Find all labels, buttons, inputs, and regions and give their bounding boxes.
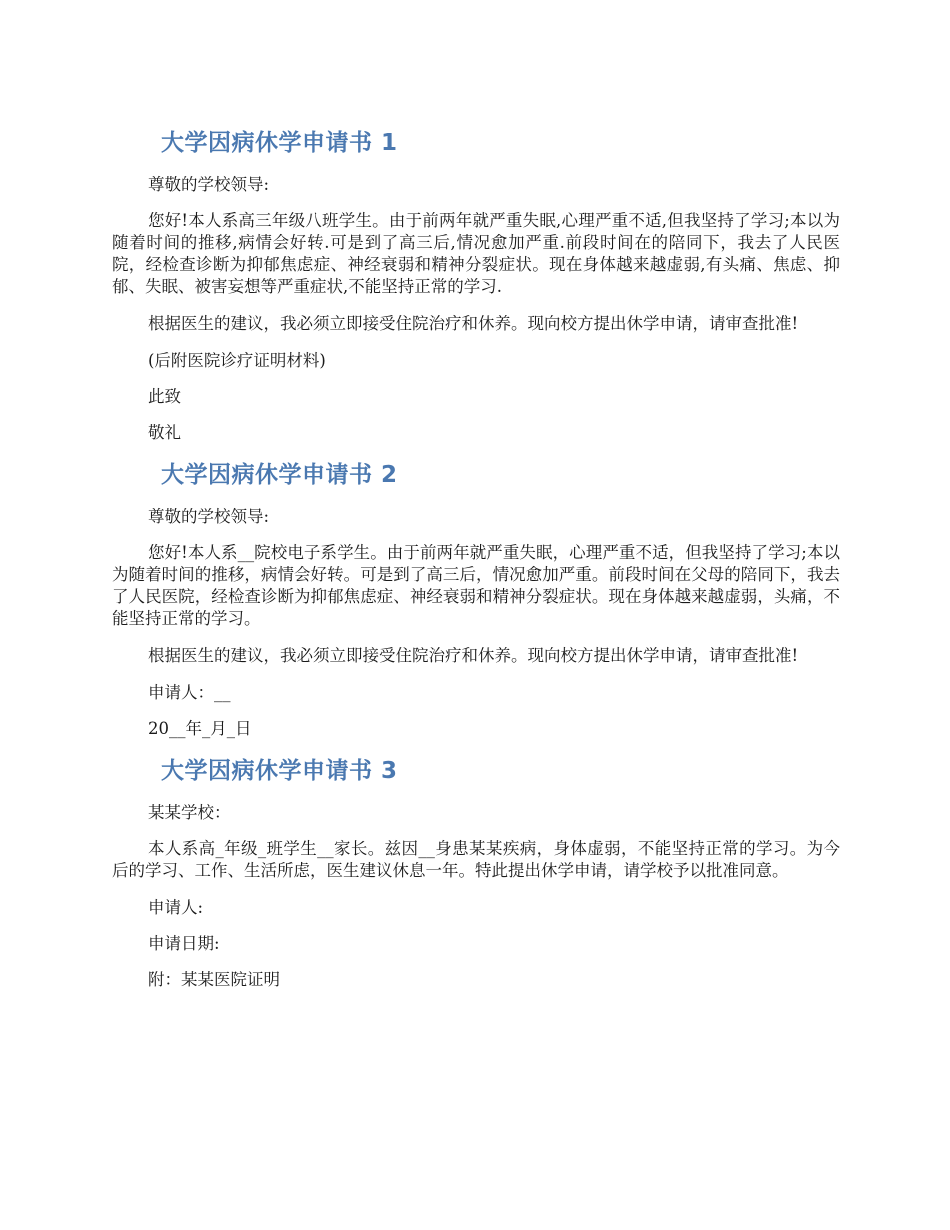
date-line: 20__年_月_日 — [148, 719, 252, 738]
closing-line: 此致 — [148, 387, 181, 406]
section-1 — [112, 126, 840, 444]
greeting: 某某学校： — [148, 803, 231, 822]
section-title: 大学因病休学申请书 2 — [161, 462, 398, 488]
applicant-line: 申请人: — [148, 898, 204, 917]
document-page — [112, 126, 840, 1005]
request-paragraph: 根据医生的建议，我必须立即接受住院治疗和休养。现向校方提出休学申请，请审查批准! — [148, 314, 799, 333]
body-paragraph: 您好!本人系__院校电子系学生。由于前两年就严重失眠，心理严重不适，但我坚持了学习;本以为随着时间的推移，病情会好转。可是到了高三后，情况愈加严重。前段时间在父母的陪同下，我去了人民医院，经检查诊断为抑郁焦虑症、神经衰弱和精神分裂症状。现在身体越来越虚弱，头痛，不能坚持正常的学习。 — [112, 543, 840, 628]
salutation-line: 敬礼 — [148, 423, 181, 442]
section-title: 大学因病休学申请书 3 — [161, 758, 398, 784]
body-paragraph: 本人系高_年级_班学生__家长。兹因__身患某某疾病，身体虚弱，不能坚持正常的学习。为今后的学习、工作、生活所虑，医生建议休息一年。特此提出休学申请，请学校予以批准同意。 — [112, 839, 840, 880]
request-paragraph: 根据医生的建议，我必须立即接受住院治疗和休养。现向校方提出休学申请，请审查批准! — [148, 646, 799, 665]
attachment-line: 附：某某医院证明 — [148, 970, 280, 989]
section-title: 大学因病休学申请书 1 — [161, 130, 398, 156]
attachment-note: (后附医院诊疗证明材料) — [148, 351, 326, 370]
greeting: 尊敬的学校领导: — [148, 507, 270, 526]
date-line: 申请日期: — [148, 934, 220, 953]
section-2 — [112, 458, 840, 740]
applicant-line: 申请人：__ — [148, 683, 231, 702]
greeting: 尊敬的学校领导: — [148, 175, 270, 194]
body-paragraph: 您好!本人系高三年级八班学生。由于前两年就严重失眠,心理严重不适,但我坚持了学习;本以为随着时间的推移,病情会好转.可是到了高三后,情况愈加严重.前段时间在的陪同下，我去了人民医院，经检查诊断为抑郁焦虑症、神经衰弱和精神分裂症状。现在身体越来越虚弱,有头痛、焦虑、抑郁、失眠、被害妄想等严重症状,不能坚持正常的学习. — [112, 211, 840, 296]
section-3 — [112, 754, 840, 991]
